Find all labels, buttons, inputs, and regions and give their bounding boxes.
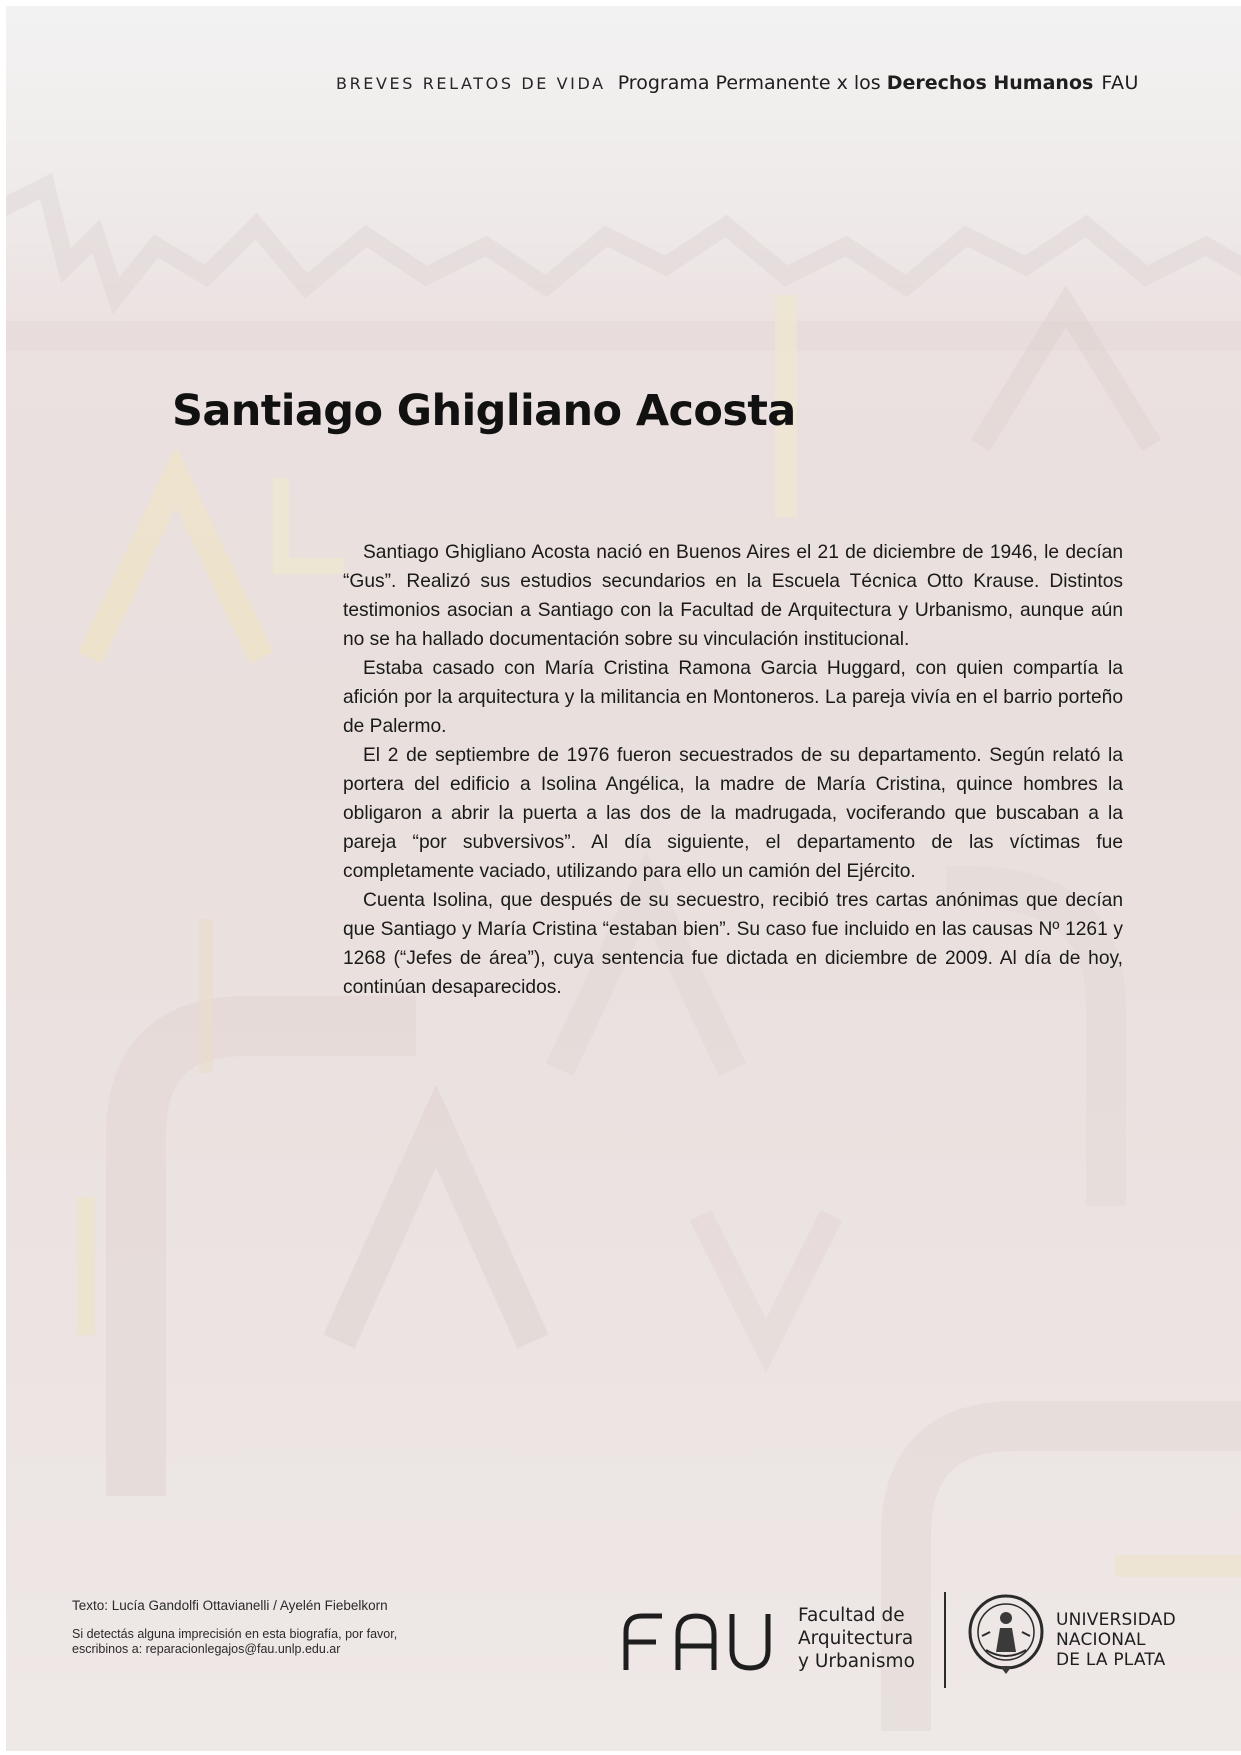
program-title-bold: Derechos Humanos (886, 72, 1094, 94)
correction-note-line2: escribinos a: reparacionlegajos@fau.unlp.edu.ar (72, 1642, 341, 1656)
correction-note-line1: Si detectás alguna imprecisión en esta biografía, por favor, (72, 1627, 398, 1641)
unlp-name (1056, 1610, 1176, 1670)
page-title: Santiago Ghigliano Acosta (172, 386, 796, 436)
fau-name-line2: Arquitectura (798, 1628, 914, 1649)
logo-divider (944, 1592, 946, 1688)
unlp-seal-icon (966, 1592, 1046, 1676)
credits (72, 1598, 492, 1657)
page (6, 6, 1241, 1751)
paragraph-3: El 2 de septiembre de 1976 fueron secuestrados de su departamento. Según relató la portera del edificio a Isolina Angélica, la madre de María Cristina, quince hombres la obligaron a abrir la puerta a las dos de la madrugada, vociferando que buscaban a la pareja “por subversivos”. Al día siguiente, el departamento de las víctimas fue completamente vaciado, utilizando para ello un camión del Ejército. (343, 745, 1123, 882)
paragraph-2: Estaba casado con María Cristina Ramona Garcia Huggard, con quien compartía la afición por la arquitectura y la militancia en Montoneros. La pareja vivía en el barrio porteño de Palermo. (343, 658, 1123, 737)
header (336, 72, 1176, 94)
author-credit: Texto: Lucía Gandolfi Ottavianelli / Ayelén Fiebelkorn (72, 1598, 388, 1613)
header-fau: FAU (1101, 72, 1139, 94)
biography-text (343, 538, 1123, 1002)
fau-logo (622, 1610, 772, 1672)
fau-name-line3: y Urbanismo (798, 1651, 915, 1672)
correction-note (72, 1627, 492, 1657)
unlp-name-line2: NACIONAL (1056, 1630, 1146, 1650)
series-title: BREVES RELATOS DE VIDA (336, 74, 606, 93)
fau-name-line1: Facultad de (798, 1605, 905, 1626)
program-title: Programa Permanente x los (617, 72, 881, 94)
unlp-name-line3: DE LA PLATA (1056, 1650, 1166, 1670)
unlp-name-line1: UNIVERSIDAD (1056, 1610, 1176, 1630)
paragraph-4: Cuenta Isolina, que después de su secuestro, recibió tres cartas anónimas que decían que Santiago y María Cristina “estaban bien”. Su caso fue incluido en las causas Nº 1261 y 1268 (“Jefes de área”), cuya sentencia fue dictada en diciembre de 2009. Al día de hoy, continúan desaparecidos. (343, 890, 1123, 998)
paragraph-1: Santiago Ghigliano Acosta nació en Buenos Aires el 21 de diciembre de 1946, le decían “Gus”. Realizó sus estudios secundarios en la Escuela Técnica Otto Krause. Distintos testimonios asocian a Santiago con la Facultad de Arquitectura y Urbanismo, aunque aún no se ha hallado documentación sobre su vinculación institucional. (343, 542, 1123, 650)
fau-name (798, 1604, 915, 1673)
